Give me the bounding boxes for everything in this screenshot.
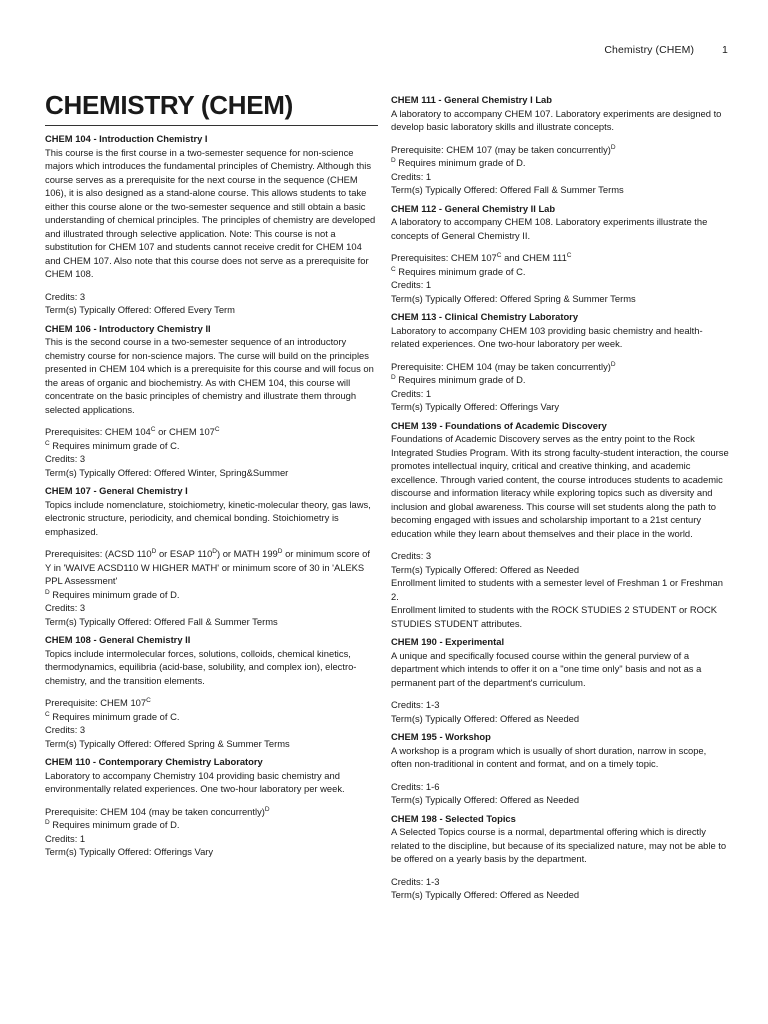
course-title: CHEM 107 - General Chemistry I bbox=[45, 485, 188, 496]
course-description: A Selected Topics course is a normal, departmental offering which is directly related to the discipline, but because of its specialized nature, may not be able to be offered on a yearly basis by the department. bbox=[391, 826, 727, 864]
course-chem-112 bbox=[391, 202, 729, 306]
page-number: 1 bbox=[722, 44, 728, 56]
course-credits: Credits: 1 bbox=[391, 387, 432, 399]
course-terms: Term(s) Typically Offered: Offerings Vary bbox=[391, 401, 560, 412]
course-description: A laboratory to accompany CHEM 108. Laboratory experiments illustrate the concepts of General Chemistry II. bbox=[391, 216, 708, 241]
course-description: Laboratory to accompany CHEM 103 providing basic chemistry and health-related experiences. One two-hour laboratory per week. bbox=[391, 324, 703, 349]
course-terms: Term(s) Typically Offered: Offered Spring & Summer Terms bbox=[45, 737, 290, 749]
course-grade-requirement: $^D$ Requires minimum grade of D. bbox=[45, 818, 180, 830]
course-credits: Credits: 3 bbox=[45, 453, 86, 464]
course-grade-requirement: $^C$ Requires minimum grade of C. bbox=[45, 439, 180, 451]
course-description: A laboratory to accompany CHEM 107. Laboratory experiments are designed to develop basic laboratory skills and illustrate concepts. bbox=[391, 107, 722, 132]
course-title: CHEM 111 - General Chemistry I Lab bbox=[391, 94, 552, 105]
course-enrollment-note: Enrollment limited to students with the ROCK STUDIES 2 STUDENT or ROCK STUDIES STUDENT attributes. bbox=[391, 604, 717, 629]
course-description: This is the second course in a two-semester sequence of an introductory chemistry course for non-science majors. The curse will build on the principles presented in CHEM 104 which is a prerequisite for this course and will focus on the areas of organic and biochemistry. As with CHEM 104, this course will concentrate on the basic principles of chemistry and illustrate them through selected applications. bbox=[45, 336, 374, 415]
course-credits: Credits: 3 bbox=[45, 724, 86, 735]
course-title: CHEM 195 - Workshop bbox=[391, 731, 491, 742]
course-chem-104 bbox=[45, 132, 378, 317]
course-prerequisites: Prerequisites: (ACSD $110^D$ or ESAP $110^D$) or MATH $199^D$ or minimum score of Y in 'WAIVE ACSD110 W HIGHER MATH' or minimum score of 30 in 'ALEKS PPL Assessment' bbox=[45, 547, 370, 586]
course-chem-113 bbox=[391, 310, 729, 414]
running-title: Chemistry (CHEM) bbox=[604, 44, 695, 56]
course-chem-190 bbox=[391, 635, 729, 725]
course-credits: Credits: 3 bbox=[45, 290, 86, 302]
course-grade-requirement: $^C$ Requires minimum grade of C. bbox=[45, 710, 180, 722]
course-credits: Credits: 3 bbox=[45, 602, 86, 613]
course-title: CHEM 106 - Introductory Chemistry II bbox=[45, 322, 211, 334]
course-title: CHEM 190 - Experimental bbox=[391, 636, 505, 647]
course-terms: Term(s) Typically Offered: Offered as Needed bbox=[391, 889, 580, 900]
course-terms: Term(s) Typically Offered: Offered Fall & Summer Terms bbox=[391, 184, 624, 195]
course-prerequisites: Prerequisites: CHEM $104^C$ or CHEM $107^C$ bbox=[45, 425, 220, 437]
course-terms: Term(s) Typically Offered: Offered as Needed bbox=[391, 794, 580, 805]
course-chem-106 bbox=[45, 322, 378, 480]
course-terms: Term(s) Typically Offered: Offerings Vary bbox=[45, 846, 214, 857]
left-column bbox=[45, 90, 378, 859]
course-credits: Credits: 1-3 bbox=[391, 699, 440, 710]
course-terms: Term(s) Typically Offered: Offered Winter, Spring&Summer bbox=[45, 466, 289, 478]
course-chem-108 bbox=[45, 633, 378, 750]
course-chem-195 bbox=[391, 730, 729, 807]
course-grade-requirement: $^D$ Requires minimum grade of D. bbox=[45, 588, 180, 600]
course-description: A unique and specifically focused course within the general purview of a department which intends to offer it on a "one time only" basis and not as a permanent part of the department's curriculum. bbox=[391, 649, 702, 688]
course-grade-requirement: $^D$ Requires minimum grade of D. bbox=[391, 156, 526, 168]
course-title: CHEM 198 - Selected Topics bbox=[391, 812, 516, 824]
course-description: This course is the first course in a two-semester sequence for non-science majors which introduces the fundamental principles of Chemistry. Although this course serves as a prerequisite for the next course in the sequence (CHEM 106), it is also designed as a stand-alone course. This allows students to take either this course alone or the two-semester sequence and still obtain a basic understanding of chemical principles. The principles of chemistry are developed and illustrated through selective application. Note: This course is not a substitution for CHEM 107 and students cannot receive credit for CHEM 104 and CHEM 107. Also note that this course does not serve as a prerequisite for CHEM 108. bbox=[45, 146, 376, 279]
right-column bbox=[391, 93, 729, 902]
course-description: Topics include intermolecular forces, solutions, colloids, chemical kinetics, thermodynamics, equilibria (acid-base, solubility, and complex ion), electro-chemistry, and the transition elements. bbox=[45, 647, 357, 686]
page-title: CHEMISTRY (CHEM) bbox=[45, 90, 378, 126]
course-title: CHEM 108 - General Chemistry II bbox=[45, 634, 191, 645]
course-title: CHEM 113 - Clinical Chemistry Laboratory bbox=[391, 311, 579, 322]
course-description: Laboratory to accompany Chemistry 104 providing basic chemistry and environmentally related experiences. One two-hour laboratory per week. bbox=[45, 769, 345, 794]
course-prerequisites: Prerequisite: CHEM 104 (may be taken concurrently)$^D$ bbox=[391, 360, 616, 372]
course-chem-110 bbox=[45, 755, 378, 859]
course-credits: Credits: 1 bbox=[391, 170, 432, 182]
course-grade-requirement: $^D$ Requires minimum grade of D. bbox=[391, 373, 526, 385]
running-header bbox=[604, 44, 728, 56]
course-prerequisites: Prerequisites: CHEM $107^C$ and CHEM $111^C$ bbox=[391, 251, 572, 263]
course-credits: Credits: 1-3 bbox=[391, 875, 440, 887]
course-credits: Credits: 1 bbox=[391, 279, 432, 290]
course-terms: Term(s) Typically Offered: Offered Fall & Summer Terms bbox=[45, 615, 278, 627]
course-enrollment-note: Enrollment limited to students with a semester level of Freshman 1 or Freshman 2. bbox=[391, 577, 723, 602]
course-terms: Term(s) Typically Offered: Offered Spring & Summer Terms bbox=[391, 292, 636, 304]
course-prerequisites: Prerequisite: CHEM 104 (may be taken concurrently)$^D$ bbox=[45, 805, 270, 817]
course-title: CHEM 110 - Contemporary Chemistry Laboratory bbox=[45, 756, 263, 767]
course-title: CHEM 139 - Foundations of Academic Discovery bbox=[391, 419, 607, 431]
course-chem-198 bbox=[391, 812, 729, 902]
course-description: Topics include nomenclature, stoichiometry, kinetic-molecular theory, gas laws, electronic structure, periodicity, and chemical bonding. Stoichiometry is emphasized. bbox=[45, 498, 371, 537]
course-description: Foundations of Academic Discovery serves as the entry point to the Rock Integrated Studies Program. With its strong faculty-student interaction, the course promotes intellectual inquiry, critical and creative thinking, and academic excellence. Through varied content, the course introduces students to academic discourse and information literacy while exploring topics such as diversity and inclusion and global awareness. This course will set students along the path to becoming engaged with issues and scholarship important to a 21st century education while they learn about themselves and their place in the world. bbox=[391, 433, 729, 539]
course-terms: Term(s) Typically Offered: Offered as Needed bbox=[391, 712, 580, 724]
course-grade-requirement: $^C$ Requires minimum grade of C. bbox=[391, 265, 526, 277]
course-description: A workshop is a program which is usually of short duration, narrow in scope, often non-traditional in content and format, and on a timely topic. bbox=[391, 744, 707, 769]
course-title: CHEM 112 - General Chemistry II Lab bbox=[391, 202, 556, 214]
course-prerequisites: Prerequisite: CHEM 107 (may be taken concurrently)$^D$ bbox=[391, 143, 616, 155]
course-title: CHEM 104 - Introduction Chemistry I bbox=[45, 133, 208, 144]
course-chem-139 bbox=[391, 419, 729, 631]
course-terms: Term(s) Typically Offered: Offered as Needed bbox=[391, 563, 580, 575]
course-credits: Credits: 1-6 bbox=[391, 780, 440, 792]
course-chem-111 bbox=[391, 93, 729, 197]
course-credits: Credits: 1 bbox=[45, 832, 86, 844]
course-terms: Term(s) Typically Offered: Offered Every Term bbox=[45, 304, 235, 315]
course-prerequisites: Prerequisite: CHEM $107^C$ bbox=[45, 696, 151, 708]
course-credits: Credits: 3 bbox=[391, 550, 432, 561]
course-chem-107 bbox=[45, 484, 378, 628]
